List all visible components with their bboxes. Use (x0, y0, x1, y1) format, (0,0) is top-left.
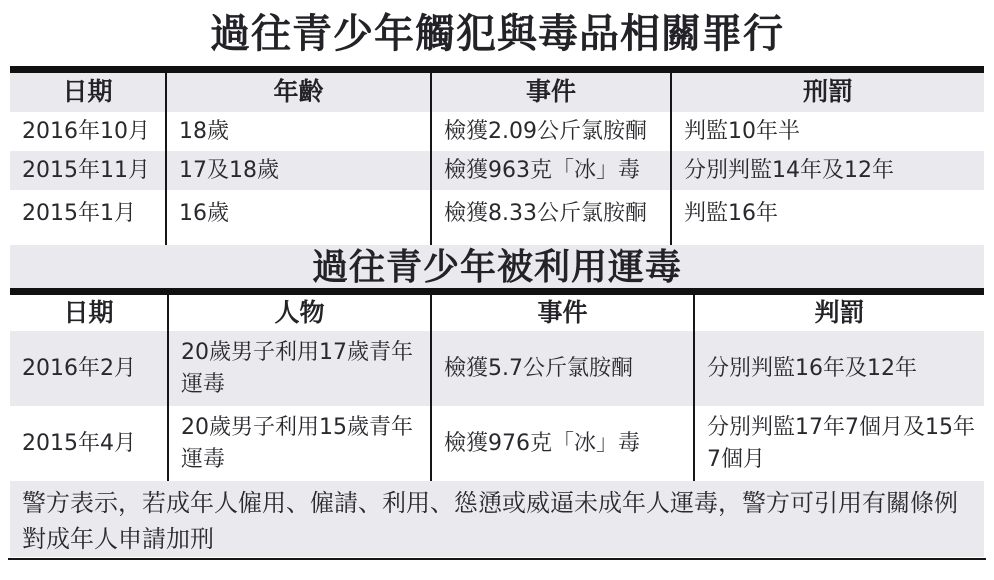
table2-header-date: 日期 (10, 295, 167, 331)
table1-row2-penalty: 分別判監14年及12年 (670, 151, 984, 190)
table2-row2-person: 20歲男子利用15歲青年運毒 (167, 406, 430, 481)
table1-row3-age: 16歲 (165, 190, 430, 245)
table1-row1-penalty: 判監10年半 (670, 112, 984, 151)
table1-row3-penalty: 判監16年 (670, 190, 984, 245)
table1-row2-event: 檢獲963克「冰」毒 (430, 151, 670, 190)
table2-header-event: 事件 (430, 295, 693, 331)
table2-row1-date: 2016年2月 (10, 331, 167, 406)
table2-title: 過往青少年被利用運毒 (311, 247, 682, 288)
table1 (10, 73, 984, 245)
table1-header-event: 事件 (430, 73, 670, 112)
table2-row2-date: 2015年4月 (10, 406, 167, 481)
table2-row2-event: 檢獲976克「冰」毒 (430, 406, 693, 481)
footer-note: 警方表示，若成年人僱用、僱請、利用、慫慂或威逼未成年人運毒，警方可引用有關條例對成年人申請加刑 (10, 481, 984, 557)
table2-row1-event: 檢獲5.7公斤氯胺酮 (430, 331, 693, 406)
table2-row2-penalty: 分別判監17年7個月及15年7個月 (693, 406, 984, 481)
table1-top-rule (10, 66, 984, 73)
table1-row1-event: 檢獲2.09公斤氯胺酮 (430, 112, 670, 151)
table1-row2-age: 17及18歲 (165, 151, 430, 190)
table1-row3-event: 檢獲8.33公斤氯胺酮 (430, 190, 670, 245)
table1-title: 過往青少年觸犯與毒品相關罪行 (210, 11, 784, 57)
table2-row1-person: 20歲男子利用17歲青年運毒 (167, 331, 430, 406)
table1-header-date: 日期 (10, 73, 165, 112)
table2-header-person: 人物 (167, 295, 430, 331)
table2-row1-penalty: 分別判監16年及12年 (693, 331, 984, 406)
table1-header-age: 年齡 (165, 73, 430, 112)
table2 (10, 295, 984, 481)
table1-row1-age: 18歲 (165, 112, 430, 151)
table1-row2-date: 2015年11月 (10, 151, 165, 190)
table1-row3-date: 2015年1月 (10, 190, 165, 245)
bottom-rule (8, 558, 986, 560)
table2-header-penalty: 判罰 (693, 295, 984, 331)
table1-header-penalty: 刑罰 (670, 73, 984, 112)
table1-row1-date: 2016年10月 (10, 112, 165, 151)
